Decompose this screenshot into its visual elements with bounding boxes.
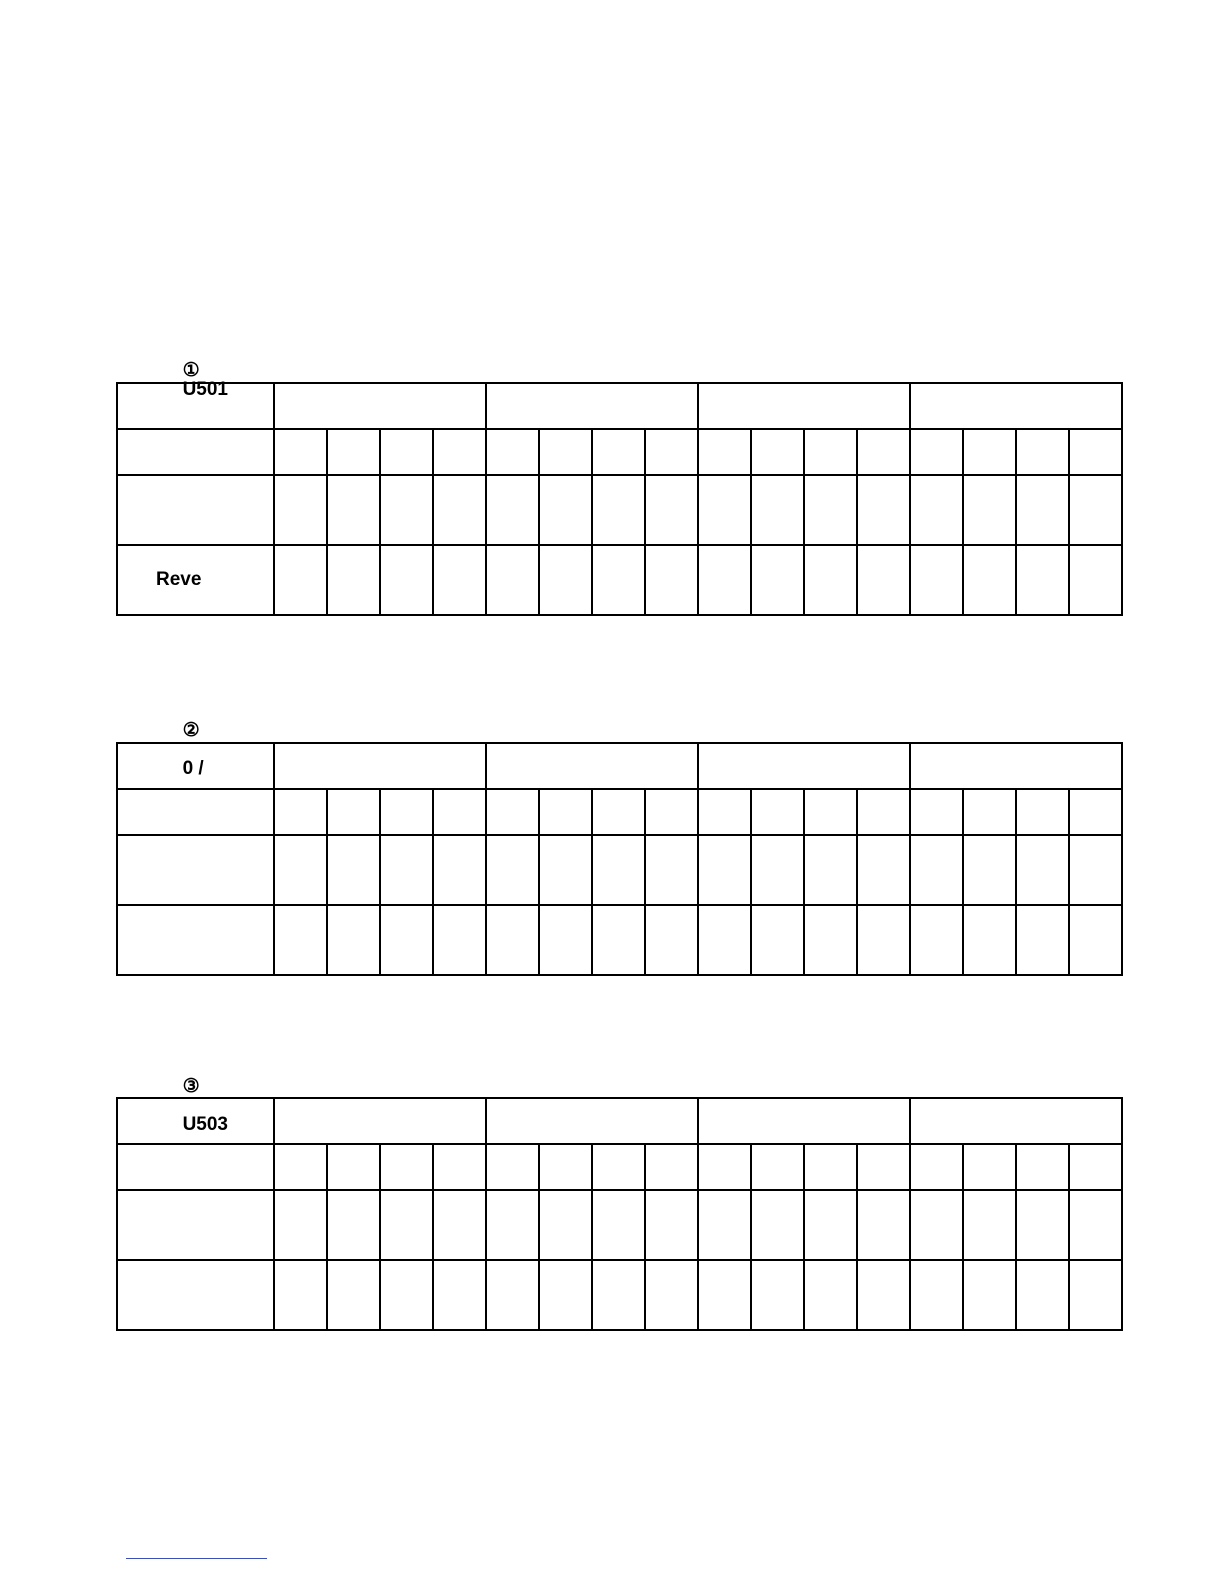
table-cell <box>698 475 751 545</box>
table-cell <box>486 905 539 975</box>
table-cell <box>698 835 751 905</box>
table-cell <box>804 1144 857 1190</box>
table-cell <box>804 545 857 615</box>
table-cell <box>751 905 804 975</box>
table-cell <box>963 475 1016 545</box>
table-cell <box>380 1260 433 1330</box>
group-header-cell <box>698 1098 910 1144</box>
table-cell <box>857 429 910 475</box>
table-cell <box>380 835 433 905</box>
table-cell <box>804 789 857 835</box>
table-cell <box>645 905 698 975</box>
table-cell <box>751 1144 804 1190</box>
table-cell <box>1016 1260 1069 1330</box>
table-cell <box>327 789 380 835</box>
row-label <box>117 383 274 429</box>
table-cell <box>327 905 380 975</box>
table-cell <box>910 545 963 615</box>
table-cell <box>963 429 1016 475</box>
table-cell <box>910 1144 963 1190</box>
table-cell <box>486 789 539 835</box>
table-cell <box>380 1144 433 1190</box>
table-cell <box>486 1190 539 1260</box>
table-cell <box>804 475 857 545</box>
table-cell <box>963 1144 1016 1190</box>
table-cell <box>804 429 857 475</box>
section-2-table <box>116 742 1123 976</box>
group-header-cell <box>698 743 910 789</box>
table-row <box>117 429 1122 475</box>
table-cell <box>327 545 380 615</box>
table-cell <box>274 789 327 835</box>
table-cell <box>645 475 698 545</box>
group-header-cell <box>486 743 698 789</box>
row-label <box>117 1260 274 1330</box>
table-cell <box>539 545 592 615</box>
table-cell <box>592 789 645 835</box>
table-cell <box>539 475 592 545</box>
table-cell <box>910 1190 963 1260</box>
table-cell <box>963 1260 1016 1330</box>
row-label <box>117 905 274 975</box>
table-cell <box>592 1260 645 1330</box>
table-cell <box>1069 1144 1122 1190</box>
table-cell <box>857 905 910 975</box>
table-cell <box>857 835 910 905</box>
section-2-number: ② <box>182 720 200 741</box>
table-cell <box>910 429 963 475</box>
table-cell <box>751 789 804 835</box>
table-cell <box>486 545 539 615</box>
table-cell <box>1069 789 1122 835</box>
table-cell <box>804 835 857 905</box>
table-cell <box>645 789 698 835</box>
table-cell <box>963 789 1016 835</box>
table-cell <box>857 1260 910 1330</box>
table-cell <box>751 1260 804 1330</box>
table-cell <box>751 429 804 475</box>
table-cell <box>963 835 1016 905</box>
table-cell <box>592 545 645 615</box>
table-cell <box>539 1144 592 1190</box>
table-cell <box>274 429 327 475</box>
table-cell <box>327 429 380 475</box>
group-header-cell <box>274 1098 486 1144</box>
table-cell <box>433 905 486 975</box>
section-3-table <box>116 1097 1123 1331</box>
table-cell <box>698 545 751 615</box>
table-cell <box>963 1190 1016 1260</box>
group-header-cell <box>698 383 910 429</box>
table-cell <box>433 1190 486 1260</box>
table-cell <box>274 475 327 545</box>
table-cell <box>698 1144 751 1190</box>
table-row <box>117 475 1122 545</box>
table-cell <box>486 475 539 545</box>
table-cell <box>486 1144 539 1190</box>
table-cell <box>1069 545 1122 615</box>
table-row <box>117 383 1122 429</box>
table-cell <box>380 475 433 545</box>
table-cell <box>910 789 963 835</box>
table-cell <box>698 789 751 835</box>
table-row <box>117 1190 1122 1260</box>
section-1-title: U501 <box>182 379 228 400</box>
table-cell <box>592 475 645 545</box>
table-cell <box>539 789 592 835</box>
table-cell <box>380 905 433 975</box>
table-cell <box>539 429 592 475</box>
row-label <box>117 835 274 905</box>
table-cell <box>327 1144 380 1190</box>
table-cell <box>1069 1190 1122 1260</box>
table-cell <box>1016 1144 1069 1190</box>
table-cell <box>433 1144 486 1190</box>
table-cell <box>592 835 645 905</box>
table-cell <box>539 905 592 975</box>
table-cell <box>486 835 539 905</box>
table-cell <box>433 475 486 545</box>
row-label-reve: Reve <box>117 545 274 615</box>
table-cell <box>804 905 857 975</box>
table-cell <box>857 1190 910 1260</box>
table-cell <box>274 1260 327 1330</box>
table-row <box>117 743 1122 789</box>
table-cell <box>380 1190 433 1260</box>
table-cell <box>963 545 1016 615</box>
table-cell <box>486 429 539 475</box>
group-header-cell <box>910 383 1122 429</box>
table-cell <box>751 545 804 615</box>
footnote-separator <box>126 1558 267 1559</box>
table-cell <box>1069 1260 1122 1330</box>
group-header-cell <box>910 743 1122 789</box>
section-2-title: 0 / <box>182 758 204 779</box>
table-cell <box>645 835 698 905</box>
table-cell <box>1069 835 1122 905</box>
row-label <box>117 475 274 545</box>
table-cell <box>380 789 433 835</box>
table-cell <box>592 1190 645 1260</box>
table-cell <box>963 905 1016 975</box>
table-cell <box>698 1190 751 1260</box>
table-cell <box>645 429 698 475</box>
table-cell <box>751 835 804 905</box>
group-header-cell <box>486 1098 698 1144</box>
table-cell <box>1069 475 1122 545</box>
table-cell <box>274 545 327 615</box>
table-row <box>117 545 1122 615</box>
table-cell <box>857 475 910 545</box>
table-cell <box>1016 475 1069 545</box>
table-cell <box>751 475 804 545</box>
table-cell <box>645 1144 698 1190</box>
table-cell <box>645 545 698 615</box>
table-cell <box>539 835 592 905</box>
table-cell <box>274 835 327 905</box>
table-row <box>117 789 1122 835</box>
table-cell <box>698 905 751 975</box>
table-cell <box>1069 905 1122 975</box>
row-label <box>117 789 274 835</box>
table-cell <box>327 835 380 905</box>
table-cell <box>1016 835 1069 905</box>
table-cell <box>857 545 910 615</box>
table-cell <box>380 545 433 615</box>
table-cell <box>539 1260 592 1330</box>
table-cell <box>1069 429 1122 475</box>
row-label <box>117 1098 274 1144</box>
section-1-number: ① <box>182 360 200 381</box>
table-row <box>117 1098 1122 1144</box>
table-cell <box>751 1190 804 1260</box>
row-label <box>117 743 274 789</box>
table-cell <box>804 1190 857 1260</box>
table-cell <box>433 429 486 475</box>
table-cell <box>857 789 910 835</box>
row-label <box>117 1144 274 1190</box>
table-cell <box>698 1260 751 1330</box>
group-header-cell <box>274 383 486 429</box>
group-header-cell <box>274 743 486 789</box>
table-cell <box>1016 545 1069 615</box>
table-row <box>117 1260 1122 1330</box>
table-cell <box>645 1260 698 1330</box>
table-cell <box>433 835 486 905</box>
table-cell <box>486 1260 539 1330</box>
table-cell <box>327 475 380 545</box>
table-cell <box>1016 905 1069 975</box>
section-3-number: ③ <box>182 1076 200 1097</box>
row-label <box>117 1190 274 1260</box>
table-cell <box>592 905 645 975</box>
table-cell <box>274 1144 327 1190</box>
table-row <box>117 835 1122 905</box>
table-cell <box>1016 1190 1069 1260</box>
table-cell <box>910 835 963 905</box>
table-cell <box>1016 429 1069 475</box>
table-cell <box>433 789 486 835</box>
section-1-table <box>116 382 1123 616</box>
table-cell <box>910 475 963 545</box>
table-cell <box>1016 789 1069 835</box>
table-cell <box>592 1144 645 1190</box>
table-row <box>117 905 1122 975</box>
table-cell <box>698 429 751 475</box>
table-cell <box>327 1260 380 1330</box>
table-cell <box>539 1190 592 1260</box>
table-cell <box>910 1260 963 1330</box>
table-cell <box>910 905 963 975</box>
group-header-cell <box>910 1098 1122 1144</box>
table-cell <box>804 1260 857 1330</box>
row-label <box>117 429 274 475</box>
table-cell <box>274 1190 327 1260</box>
section-3-title: U503 <box>182 1114 228 1135</box>
table-cell <box>433 1260 486 1330</box>
table-cell <box>274 905 327 975</box>
table-cell <box>645 1190 698 1260</box>
table-cell <box>592 429 645 475</box>
table-cell <box>433 545 486 615</box>
table-cell <box>380 429 433 475</box>
table-cell <box>327 1190 380 1260</box>
table-row <box>117 1144 1122 1190</box>
group-header-cell <box>486 383 698 429</box>
table-cell <box>857 1144 910 1190</box>
